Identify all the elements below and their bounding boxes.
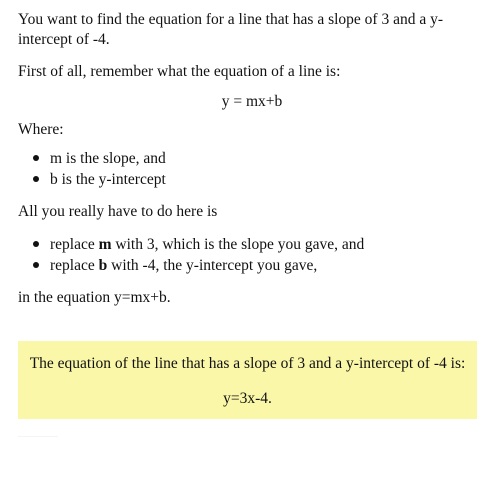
answer-highlight-box <box>18 341 477 419</box>
list-item: m is the slope, and <box>50 148 476 169</box>
recall-paragraph: First of all, remember what the equation of a line is: <box>18 63 341 80</box>
where-label: Where: <box>18 121 64 138</box>
step-prefix: replace <box>50 236 99 253</box>
step-variable: b <box>98 257 108 274</box>
step-prefix: replace <box>50 257 99 274</box>
equation-context: in the equation y=mx+b. <box>18 289 171 306</box>
list-item <box>50 255 476 276</box>
instruction-paragraph: All you really have to do here is <box>18 203 218 220</box>
intro-paragraph: You want to find the equation for a line that has a slope of 3 and a y-intercept of -4. <box>18 11 444 48</box>
list-item <box>50 234 476 255</box>
answer-equation: y=3x-4. <box>223 390 272 407</box>
divider <box>18 436 58 437</box>
step-variable: m <box>98 236 112 253</box>
steps-list <box>18 234 476 276</box>
list-item: b is the y-intercept <box>50 169 476 190</box>
line-equation-formula: y = mx+b <box>221 93 283 110</box>
step-suffix: with 3, which is the slope you gave, and <box>111 236 365 253</box>
answer-body <box>18 10 476 308</box>
definitions-list <box>18 148 476 190</box>
step-suffix: with -4, the y-intercept you gave, <box>107 257 318 274</box>
answer-statement: The equation of the line that has a slope of 3 and a y-intercept of -4 is: <box>29 355 466 372</box>
